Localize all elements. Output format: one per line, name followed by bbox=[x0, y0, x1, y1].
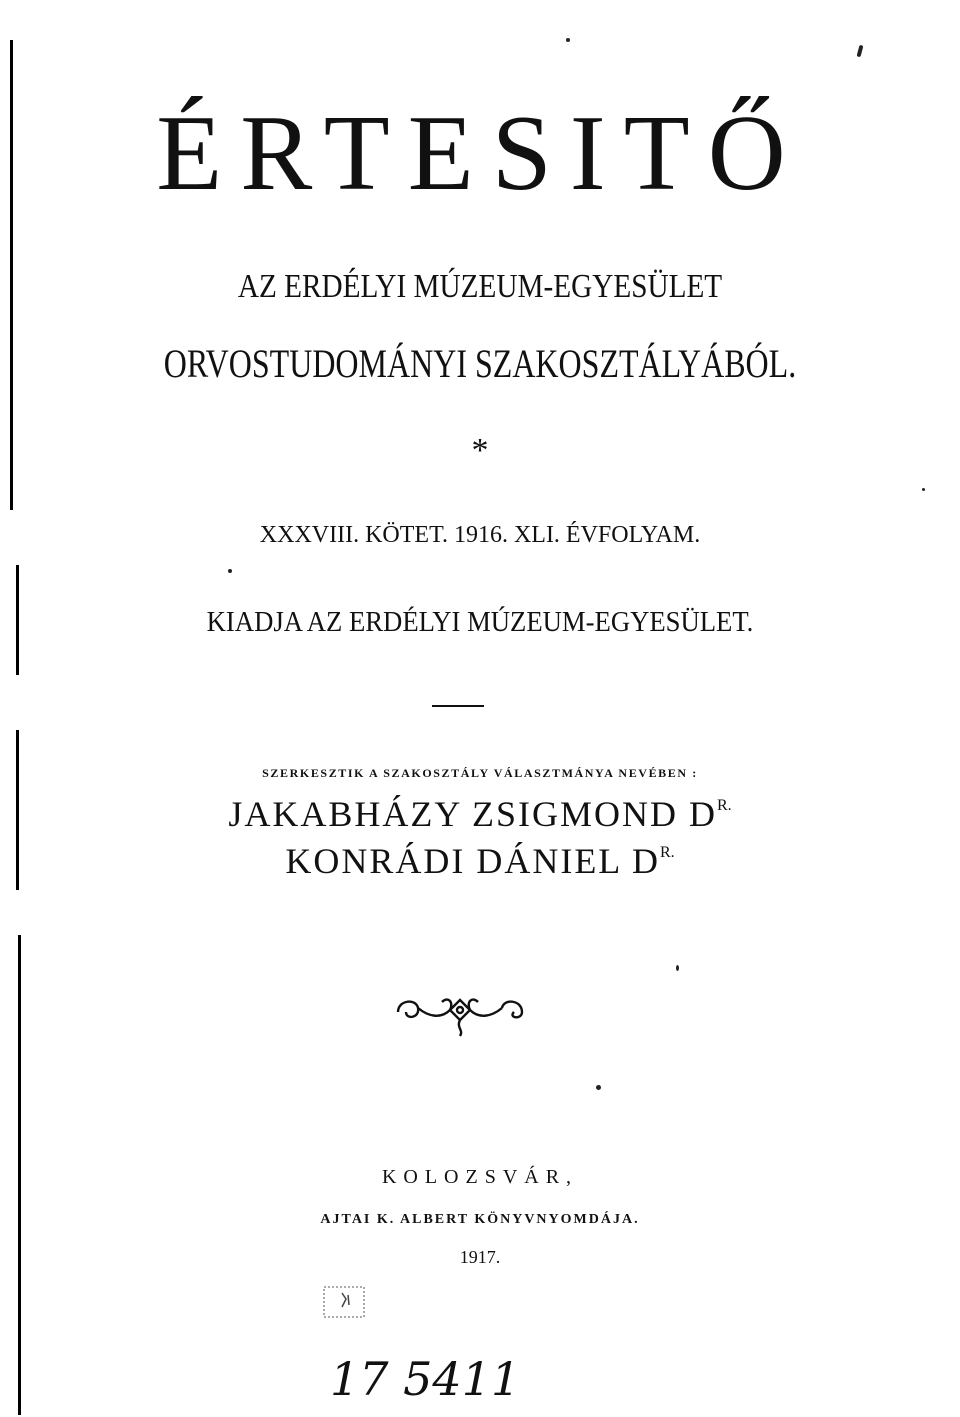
editor-1-title-suffix: R. bbox=[717, 797, 732, 814]
handwritten-shelf-mark: 17 5411 bbox=[330, 1352, 521, 1406]
journal-title: ÉRTESITŐ bbox=[156, 94, 804, 213]
editor-name-1 bbox=[0, 793, 960, 835]
subtitle-line-1: AZ ERDÉLYI MÚZEUM-EGYESÜLET bbox=[237, 268, 723, 305]
scan-speck bbox=[566, 38, 570, 42]
publisher-line: KIADJA AZ ERDÉLYI MÚZEUM-EGYESÜLET. bbox=[206, 606, 754, 638]
editor-1-name: JAKABHÁZY ZSIGMOND D bbox=[228, 794, 717, 834]
scan-speck bbox=[857, 45, 864, 58]
place-of-publication: KOLOZSVÁR, bbox=[381, 1166, 579, 1188]
publication-year: 1917. bbox=[459, 1247, 501, 1267]
volume-info: XXXVIII. KÖTET. 1916. XLI. ÉVFOLYAM. bbox=[259, 522, 701, 548]
printer-name: AJTAI K. ALBERT KÖNYVNYOMDÁJA. bbox=[320, 1212, 640, 1227]
printers-ornament-icon bbox=[390, 990, 530, 1040]
scan-speck bbox=[676, 965, 679, 971]
editor-2-title-suffix: R. bbox=[659, 844, 675, 861]
editors-label: SZERKESZTIK A SZAKOSZTÁLY VÁLASZTMÁNYA NEVÉBEN : bbox=[262, 766, 698, 780]
library-stamp-icon bbox=[322, 1285, 368, 1321]
horizontal-rule bbox=[432, 705, 484, 707]
asterisk-divider: * bbox=[471, 432, 489, 469]
editor-2-name: KONRÁDI DÁNIEL D bbox=[285, 841, 660, 881]
editor-name-2 bbox=[0, 840, 960, 882]
scan-edge-line-middle bbox=[16, 565, 19, 675]
subtitle-line-2: ORVOSTUDOMÁNYI SZAKOSZTÁLYÁBÓL. bbox=[163, 341, 797, 386]
scan-speck bbox=[922, 488, 925, 491]
scan-speck bbox=[228, 569, 232, 573]
scan-speck bbox=[596, 1085, 601, 1090]
